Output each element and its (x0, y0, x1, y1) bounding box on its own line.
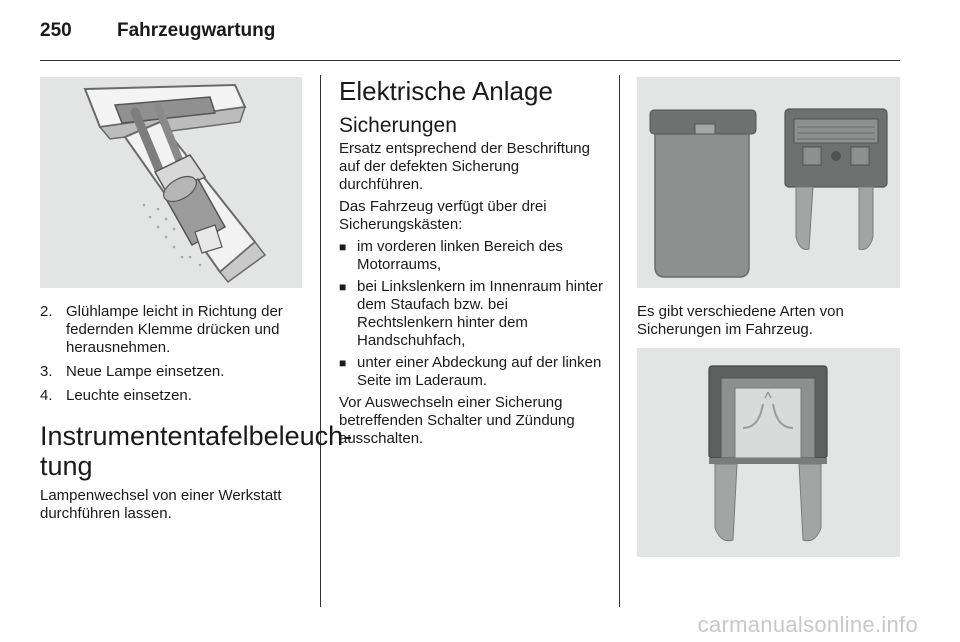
bullet-icon: ■ (339, 356, 347, 370)
step-item (40, 363, 302, 381)
paragraph-switch-off: Vor Auswechseln einer Sicherung betreffenden Schalter und Zündung ausschalten. (339, 394, 575, 447)
step-number: 3. (40, 363, 53, 380)
list-item (339, 354, 604, 390)
section-heading-instrument-lighting (40, 421, 353, 481)
step-item (40, 387, 302, 405)
step-number: 4. (40, 387, 53, 404)
heading-line-2: tung (40, 451, 93, 481)
step-number: 2. (40, 303, 53, 320)
chapter-title: Fahrzeugwartung (117, 20, 276, 41)
section-title: Elektrische Anlage (339, 76, 553, 106)
figure-fuse-types (637, 77, 900, 288)
column-divider-right (619, 75, 620, 607)
list-item (339, 238, 604, 274)
heading-line-1: Instrumententafelbeleuch- (40, 421, 353, 451)
page-number: 250 (40, 20, 72, 41)
header-rule (40, 60, 900, 61)
paragraph-replacement: Ersatz entsprechend der Beschriftung auf der defekten Sicherung durchführen. (339, 140, 590, 193)
figure-single-fuse (637, 348, 900, 557)
bullet-icon: ■ (339, 240, 347, 254)
list-item-text: unter einer Abdeckung auf der linken Seite im Laderaum. (357, 354, 602, 389)
single-fuse-illustration (637, 348, 900, 557)
list-item (339, 278, 604, 350)
list-item-text: im vorderen linken Bereich des Motorraums, (357, 238, 563, 273)
bullet-icon: ■ (339, 280, 347, 294)
list-item-text: bei Linkslenkern im Innenraum hinter dem Staufach bzw. bei Rechtslenkern hinter dem Handschuhfach, (357, 278, 603, 349)
paragraph-fuse-boxes: Das Fahrzeug verfügt über drei Sicherungskästen: (339, 198, 547, 233)
step-text: Leuchte einsetzen. (66, 387, 192, 404)
fuse-types-illustration (637, 77, 900, 288)
column-divider-left (320, 75, 321, 607)
step-item (40, 303, 302, 357)
instrument-lighting-text: Lampenwechsel von einer Werkstatt durchführen lassen. (40, 487, 282, 522)
step-text: Neue Lampe einsetzen. (66, 363, 225, 380)
interior-lamp-illustration (40, 77, 302, 288)
watermark-text: carmanualsonline.info (697, 612, 918, 637)
figure-interior-lamp (40, 77, 302, 288)
step-text: Glühlampe leicht in Richtung der federnden Klemme drücken und herausnehmen. (66, 303, 283, 356)
subsection-title: Sicherungen (339, 114, 457, 137)
fuse-types-caption: Es gibt verschiedene Arten von Sicherungen im Fahrzeug. (637, 303, 844, 338)
middle-column (339, 76, 604, 452)
right-column (637, 303, 900, 343)
left-column (40, 303, 353, 527)
